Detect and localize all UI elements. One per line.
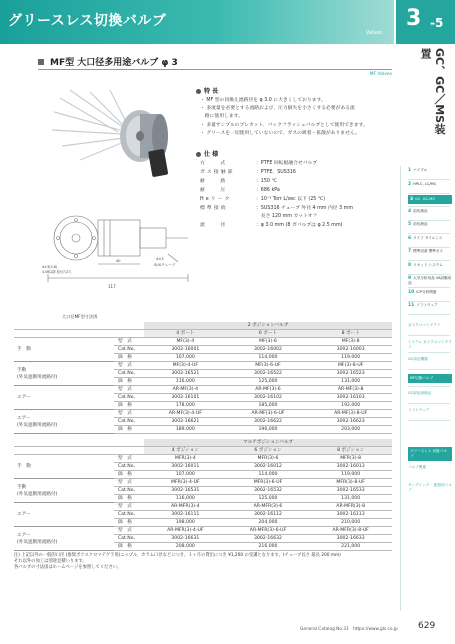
spec-key: 耐 熱 [200,178,226,184]
table-cell: 119,000 [309,471,392,479]
footnotes [14,553,394,571]
table-cell: 3002-16621 [144,418,227,426]
table-cell: 3002-16623 [309,418,392,426]
row-key: 価 格 [114,402,144,410]
row-label [14,455,114,479]
table-cell: MFR(3)-4-UF [144,479,227,487]
row-key: 価 格 [114,519,144,527]
table-cell: AR-MF(3)-8-UF [309,410,392,418]
sidebar-item-label: 前処理品 [413,222,428,226]
table-cell: 107,000 [144,471,227,479]
row-label-line: エアー [17,415,31,421]
spec-row [200,187,392,196]
section-number: 3 [406,6,422,31]
table-cell: 203,000 [309,426,392,434]
spec-key [200,213,256,222]
table-row [14,455,392,463]
table-cell: 125,000 [227,378,310,386]
table-cell: MFR(3)-8 [309,455,392,463]
table-cell: 107,000 [144,354,227,362]
row-key: 価 格 [114,378,144,386]
table-cell: MF(3)-4-UF [144,362,227,370]
sidebar-item-label: ライフ サイエンス [413,235,443,240]
table-row [14,527,392,535]
sidebar-item-number: 4 [408,208,412,214]
row-label [14,479,114,503]
row-label-line: エアー [17,395,31,400]
specs-list [200,160,392,231]
feature-item: 路に使用します。 [200,114,243,120]
table-cell: 192,000 [309,402,392,410]
table-cell: 3002-16523 [309,370,392,378]
table-cell: 3002-16521 [144,370,227,378]
table-cell: 116,000 [144,495,227,503]
sidebar-separator [408,206,450,207]
sidebar-item-number: 7 [408,249,412,254]
sidebar-vertical-title: GC、GC／MS装置 [419,48,446,135]
table-cell: AR-MF(3)-6-UF [227,410,310,418]
sidebar-subtag[interactable]: バルブ関連 [408,464,426,469]
row-label-line: 手 動 [17,464,31,469]
bullet-icon [196,89,201,94]
table-cell: AR-MF(3)-4 [144,386,227,394]
footnote-line: 各バルブの寸法図はホームページを参照してください。 [14,565,122,570]
table-corner [114,322,144,330]
spec-value: ：φ 3.0 mm (8 ガバルブは φ 2.5 mm) [256,223,343,229]
valve-photo [40,86,180,194]
table-cell: AR-MFR(3)-8 [309,503,392,511]
table-corner [14,330,114,338]
table-cell: 3002-16631 [144,535,227,543]
dim-hole-label: 4×3(3.8) [42,265,58,269]
sidebar-item-5[interactable] [408,222,452,227]
table-cell: 204,000 [227,519,310,527]
specs-heading: 仕 様 [196,149,218,158]
table-cell: MF(3)-8 [309,338,392,346]
table-cell: AR-MFR(3)-6 [227,503,310,511]
row-label [14,338,114,362]
sidebar-item-3[interactable] [408,195,452,204]
dimension-drawing [38,198,196,308]
sidebar-item-label: リキッド システム [413,262,443,267]
spec-key: 流 径 [200,223,226,229]
table-row [14,503,392,511]
row-key: 価 格 [114,543,144,551]
table-cell: 3002-16011 [144,463,227,471]
sidebar-separator [408,314,450,315]
spec-row [200,160,392,169]
table-cell: 3002-16113 [309,511,392,519]
sidebar-tag[interactable]: GC部品消耗品 [408,390,432,395]
table-cell: AR-MFR(3)-4-UF [144,527,227,535]
spec-value: 長さ 120 mm カットオフ [256,214,318,220]
table-corner [14,322,114,330]
table-column-row [14,447,392,455]
sidebar-item-number: 1 [408,168,412,173]
table-cell: 3002-16102 [227,394,310,402]
table-row [14,338,392,346]
table-cell: MFR(3)-8-UF [309,479,392,487]
spec-key: 方 式 [200,161,226,166]
sidebar-subtag[interactable]: グリースレス 切換バルブ [408,447,452,461]
spec-row [200,178,392,187]
sidebar-separator [408,386,450,387]
table-cell: MF(3)-4 [144,338,227,346]
spec-value: ：SUS316 チューブ 外径 4 mm 内径 3 mm [256,205,354,211]
row-key: Cat.No. [114,535,144,543]
sidebar-item-number: 11 [408,303,415,308]
table-column-row [14,330,392,338]
table-cell: 189,000 [144,426,227,434]
multi-position-valve-table [14,439,392,551]
table-group-row [14,439,392,447]
dim-length-label: 117 [108,284,116,289]
sidebar-item-label: 大気分析用品 VA試験用品 [408,276,452,285]
table-cell: 185,000 [227,402,310,410]
table-cell: MFR(3)-6 [227,455,310,463]
dim-mount-label: 4.5B以降 取付穴2穴 [42,270,72,274]
section-subnumber: -5 [430,16,444,30]
drawing-caption: 大口径MF型寸法図 [62,314,98,319]
table-cell: MF(3)-8-UF [309,362,392,370]
spec-value: ：150 ℃ [256,178,277,184]
sidebar-item-label: ソフトウェア [416,303,438,307]
row-key: Cat.No. [114,346,144,354]
sidebar-separator [408,247,450,248]
sidebar-item-label: GC, GC-MS [415,197,435,201]
feature-item: ・ MF 型の切換え流路径を φ 3.0 に大きくしております。 [200,98,326,103]
features-list [200,97,392,138]
sidebar-separator [408,352,450,353]
sidebar-item-number: 10 [408,289,415,295]
header-band [0,0,394,44]
sidebar-separator [408,179,450,180]
footnote-line: それ以外の加工は別途見積いります。 [14,559,87,564]
spec-value: ：PTFE、SUS316 [256,169,296,175]
sidebar-separator [408,193,450,194]
row-key: 型 式 [114,527,144,535]
sidebar-item-label: ICP分析関連 [416,289,437,294]
sidebar-item-1[interactable] [408,168,452,173]
table-group-header: マルチポジションバルブ [144,439,392,447]
sidebar-tag[interactable]: MF切換バルブ [408,374,452,383]
sidebar-item-number: 6 [408,235,412,241]
catalog-info: General Catalog No.31 https://www.gls.co.jp [300,627,398,632]
row-label [14,362,114,386]
table-cell: 3002-16111 [144,511,227,519]
sidebar-separator [408,260,450,261]
bullet-icon [196,152,201,157]
table-corner [114,447,144,455]
table-cell: 3002-16531 [144,487,227,495]
table-cell: AR-MF(3)-6 [227,386,310,394]
sidebar-item-9[interactable] [408,276,452,286]
dim-width-label: 40 [116,259,121,263]
sidebar-item-10[interactable] [408,290,452,295]
table-cell: AR-MFR(3)-6-UF [227,527,310,535]
row-key: Cat.No. [114,511,144,519]
table-cell: 198,000 [144,519,227,527]
table-corner [14,447,114,455]
sidebar-item-label: 標準試薬 標準ガス [413,249,444,253]
sidebar-item-8[interactable] [408,263,452,268]
sidebar-item-number: 2 [408,181,412,187]
sidebar-item-11[interactable] [408,303,452,308]
sidebar-separator [408,287,450,288]
sidebar-item-2[interactable] [408,182,452,187]
table-cell: 3002-16013 [309,463,392,471]
table-cell: 221,000 [309,543,392,551]
sidebar-subtag[interactable]: サンプリング・ 配管用バルブ [408,482,452,492]
spec-value: ：10⁻⁵ Torr L/sec 以下 (25 ℃) [256,196,326,202]
table-cell: MFR(3)-6-UF [227,479,310,487]
table-column-header: 6 ポート [227,330,310,338]
spec-value: ：PTFE 回転板融合せバルブ [256,161,318,166]
table-cell: 3002-16522 [227,370,310,378]
sidebar-separator [408,274,450,275]
sidebar-item-number: 8 [408,262,412,268]
row-label-line: (外気遮断用流路付) [17,491,58,497]
row-label-line: 手 動 [17,347,31,352]
table-corner [114,439,144,447]
table-cell: AR-MFR(3)-8-UF [309,527,392,535]
row-key: 型 式 [114,503,144,511]
row-key: 価 格 [114,354,144,362]
sidebar-item-number: 3 [410,197,414,202]
row-label-line: 手動 [17,484,27,490]
table-cell: 208,000 [144,543,227,551]
table-cell: 114,000 [227,471,310,479]
row-label [14,410,114,434]
row-key: 価 格 [114,471,144,479]
table-cell: 196,000 [227,426,310,434]
sidebar-separator [408,335,450,336]
spec-value: ：686 kPa [256,187,280,193]
sidebar-separator [408,369,450,370]
table-cell: AR-MFR(3)-4 [144,503,227,511]
table-cell: 119,000 [309,354,392,362]
table-cell: 131,000 [309,378,392,386]
table-cell: 3002-16532 [227,487,310,495]
table-cell: 3002-16633 [309,535,392,543]
row-label [14,527,114,551]
heading-square-icon [38,59,44,65]
features-heading: 特 長 [196,86,218,95]
feature-item: ・ グリースを一切使用していないので、ガスの吸着・拡散がありません。 [200,130,360,136]
row-key: 価 格 [114,495,144,503]
row-label-line: エアー [17,512,31,517]
row-key: Cat.No. [114,394,144,402]
spec-row [200,169,392,178]
sidebar-item-label: HPLC, LC/MS [413,181,436,186]
spec-row [200,222,392,231]
row-key: Cat.No. [114,487,144,495]
sidebar-tag[interactable]: システム ガスクロマトグラフ [408,339,452,349]
spec-key: ガ ス 接 触 部 [200,169,233,175]
table-column-header: 8 ポジション [309,447,392,455]
row-key: Cat.No. [114,463,144,471]
feature-item: ・ 多量サンプルのプレカット、バックフラッシュバルブとして使用できます。 [200,122,368,128]
table-row [14,479,392,487]
table-cell: MF(3)-6 [227,338,310,346]
table-cell: 210,000 [309,519,392,527]
spec-key: 耐 圧 [200,187,226,193]
spec-key: 標 準 接 続 [200,205,226,211]
row-key: 型 式 [114,479,144,487]
sidebar-item-number: 9 [408,276,412,281]
table-column-header: 4 ポート [144,330,227,338]
row-key: 型 式 [114,338,144,346]
row-key: Cat.No. [114,418,144,426]
table-cell: MF(3)-6-UF [227,362,310,370]
page-number: 629 [418,621,436,631]
sidebar-tag[interactable]: ガスクロマトグラフ [408,322,441,327]
row-label-line: (外気遮断用流路付) [17,422,58,428]
spec-key: H e リ ー ク [200,196,230,202]
sidebar-divider [400,166,401,611]
sidebar-item-6[interactable] [408,236,452,241]
row-label [14,503,114,527]
row-label-line: エアー [17,532,31,538]
table-row [14,386,392,394]
table-cell: 3002-16632 [227,535,310,543]
sidebar-separator [408,420,450,421]
table-cell: 125,000 [227,495,310,503]
row-label [14,386,114,410]
table-cell: 116,000 [144,378,227,386]
footnote-line: 注) 上記以外の一般的口径 (推奨ボクスクロマテグラ用)ニップル、カラム口径などにつき、１ヶ月の貸出につき ¥1,200 の受講となります。(チューブ長さ 最長 200 mm) [14,553,341,558]
table-cell: 3002-16001 [144,346,227,354]
spec-row [200,196,392,205]
section-number-box [396,0,455,44]
spec-row [200,205,392,214]
page-category-subtitle: Valves [365,30,382,36]
product-title-en: MF Valves [369,72,392,77]
page-category-title: グリースレス切換バルブ [8,13,167,29]
table-cell: 3002-16002 [227,346,310,354]
row-key: 型 式 [114,410,144,418]
table-cell: 178,000 [144,402,227,410]
sidebar-separator [408,403,450,404]
table-cell: 3002-16533 [309,487,392,495]
sidebar-separator [408,233,450,234]
table-group-row [14,322,392,330]
row-key: 型 式 [114,362,144,370]
sidebar-tag[interactable]: GC周辺機器 [408,356,428,361]
row-label-line: 手動 [17,367,27,373]
spec-row [200,213,392,222]
sidebar-item-4[interactable] [408,209,452,214]
table-cell: 3002-16103 [309,394,392,402]
table-cell: 3002-16101 [144,394,227,402]
sidebar-item-number: 5 [408,222,412,227]
row-key: 型 式 [114,455,144,463]
dim-tube-label: 4×3 [156,257,164,261]
table-cell: 114,000 [227,354,310,362]
table-row [14,410,392,418]
row-key: 型 式 [114,386,144,394]
sidebar-item-7[interactable] [408,249,452,254]
table-row [14,362,392,370]
table-column-header: 6 ポジション [227,447,310,455]
row-label-line: (外気遮断用流路付) [17,539,58,545]
sidebar-tag[interactable]: ソフトウェア [408,407,430,412]
table-cell: 3002-16003 [309,346,392,354]
table-column-header: 8 ポート [309,330,392,338]
row-key: 価 格 [114,426,144,434]
table-cell: 3002-16622 [227,418,310,426]
sidebar-separator [408,220,450,221]
table-cell: AR-MF(3)-4-UF [144,410,227,418]
table-column-header: 4 ポジション [144,447,227,455]
sidebar-item-label: 前処理品 [413,208,428,213]
row-label-line: (外気遮断用流路付) [17,374,58,380]
dim-tube-type-label: SUSチューブ [154,263,176,267]
table-cell: 3002-16112 [227,511,310,519]
sidebar-item-label: パイプル [413,168,428,172]
product-title: MF型 大口径多用途バルブ φ 3 [50,58,178,68]
feature-item: ・ 多流量を必要とする流路および、圧力損失を小さくする必要がある流 [200,106,355,112]
table-cell: 131,000 [309,495,392,503]
table-corner [114,330,144,338]
sidebar-separator [408,301,450,302]
table-cell: MFR(3)-4 [144,455,227,463]
two-position-valve-table [14,322,392,434]
row-key: Cat.No. [114,370,144,378]
table-corner [14,439,114,447]
table-cell: AR-MF(3)-8 [309,386,392,394]
table-group-header: 2 ポジションバルブ [144,322,392,330]
table-cell: 3002-16012 [227,463,310,471]
table-cell: 216,000 [227,543,310,551]
